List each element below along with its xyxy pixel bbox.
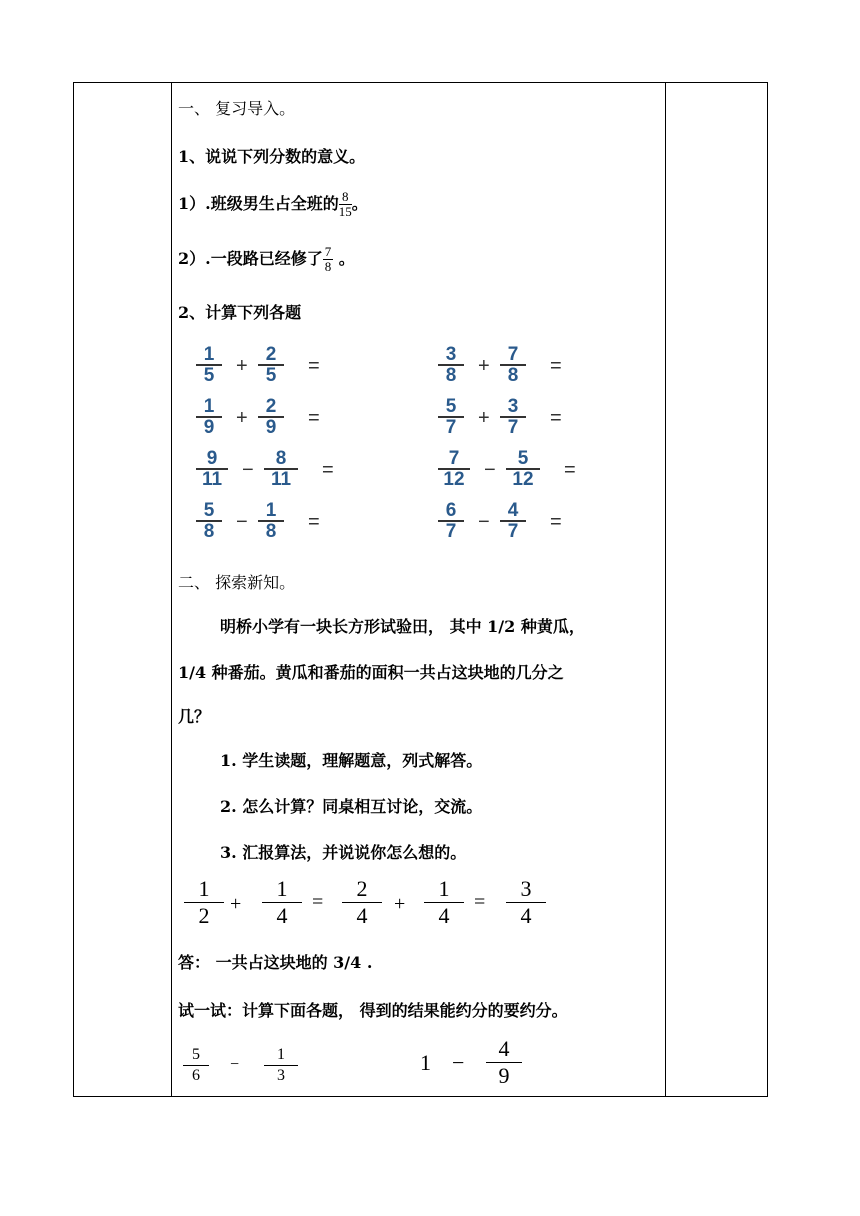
plus-sign: + [394, 893, 406, 915]
equals-sign: = [308, 407, 320, 429]
paragraph-line: 1/4 种番茄。黄瓜和番茄的面积一共占这块地的几分之 [178, 663, 564, 682]
paragraph-line: 几？ [178, 707, 211, 726]
step-1: 1. 学生读题，理解题意，列式解答。 [220, 751, 483, 770]
equals-sign: = [312, 891, 324, 913]
plus-sign: + [236, 355, 248, 377]
fraction: 5 6 [183, 1045, 209, 1086]
minus-sign: − [452, 1050, 465, 1075]
fraction: 2 5 [260, 345, 282, 385]
column-divider [171, 83, 172, 1096]
fraction: 8 11 [266, 449, 296, 489]
step-3: 3. 汇报算法，并说说你怎么想的。 [220, 843, 467, 862]
equals-sign: = [474, 891, 486, 913]
item-1: 1）.班级男生占全班的 $\frac{8}{15}$ 。 [178, 189, 368, 219]
fraction: 5 7 [440, 397, 462, 437]
equals-sign: = [564, 459, 576, 481]
equals-sign: = [550, 511, 562, 533]
plus-sign: + [478, 355, 490, 377]
fraction: 4 9 [486, 1036, 522, 1089]
section-heading: 一、 复习导入。 [178, 99, 296, 118]
question-1: 1、说说下列分数的意义。 [178, 147, 366, 166]
equals-sign: = [550, 407, 562, 429]
fraction: 1 4 [262, 876, 302, 929]
equals-sign: = [550, 355, 562, 377]
fraction: 9 11 [198, 449, 226, 489]
column-divider [665, 83, 666, 1096]
fraction: 7 8 [502, 345, 524, 385]
fraction: 7 12 [440, 449, 468, 489]
fraction: 3 7 [502, 397, 524, 437]
fraction: 1 2 [184, 876, 224, 929]
fraction: 1 5 [198, 345, 220, 385]
fraction: $\frac{8}{15}$ [338, 189, 352, 219]
fraction: 1 9 [198, 397, 220, 437]
fraction: 2 9 [260, 397, 282, 437]
fraction: $\frac{7}{8}$ [324, 244, 332, 274]
minus-sign: − [242, 459, 254, 481]
equals-sign: = [308, 511, 320, 533]
fraction: 2 4 [342, 876, 382, 929]
answer: 答： 一共占这块地的 3/4 . [178, 953, 373, 972]
equals-sign: = [322, 459, 334, 481]
fraction: 6 7 [440, 501, 462, 541]
fraction: 3 4 [506, 876, 546, 929]
item-2: 2）.一段路已经修了 $\frac{7}{8}$ 。 [178, 244, 355, 274]
question-2: 2、计算下列各题 [178, 303, 302, 322]
minus-sign: − [484, 459, 496, 481]
step-2: 2. 怎么计算？同桌相互讨论，交流。 [220, 797, 483, 816]
try-instruction: 试一试：计算下面各题， 得到的结果能约分的要约分。 [178, 1001, 568, 1020]
plus-sign: + [478, 407, 490, 429]
whole-number: 1 [420, 1050, 431, 1075]
fraction: 5 12 [508, 449, 538, 489]
paragraph-line: 明桥小学有一块长方形试验田， 其中 1/2 种黄瓜， [220, 617, 585, 636]
fraction: 4 7 [502, 501, 524, 541]
fraction: 1 8 [260, 501, 282, 541]
minus-sign: − [478, 511, 490, 533]
minus-sign: − [230, 1056, 240, 1073]
section-heading-2: 二、 探索新知。 [178, 573, 296, 592]
fraction: 3 8 [440, 345, 462, 385]
equals-sign: = [308, 355, 320, 377]
fraction: 1 4 [424, 876, 464, 929]
plus-sign: + [236, 407, 248, 429]
fraction: 1 3 [264, 1045, 298, 1086]
minus-sign: − [236, 511, 248, 533]
plus-sign: + [230, 893, 242, 915]
fraction: 5 8 [198, 501, 220, 541]
